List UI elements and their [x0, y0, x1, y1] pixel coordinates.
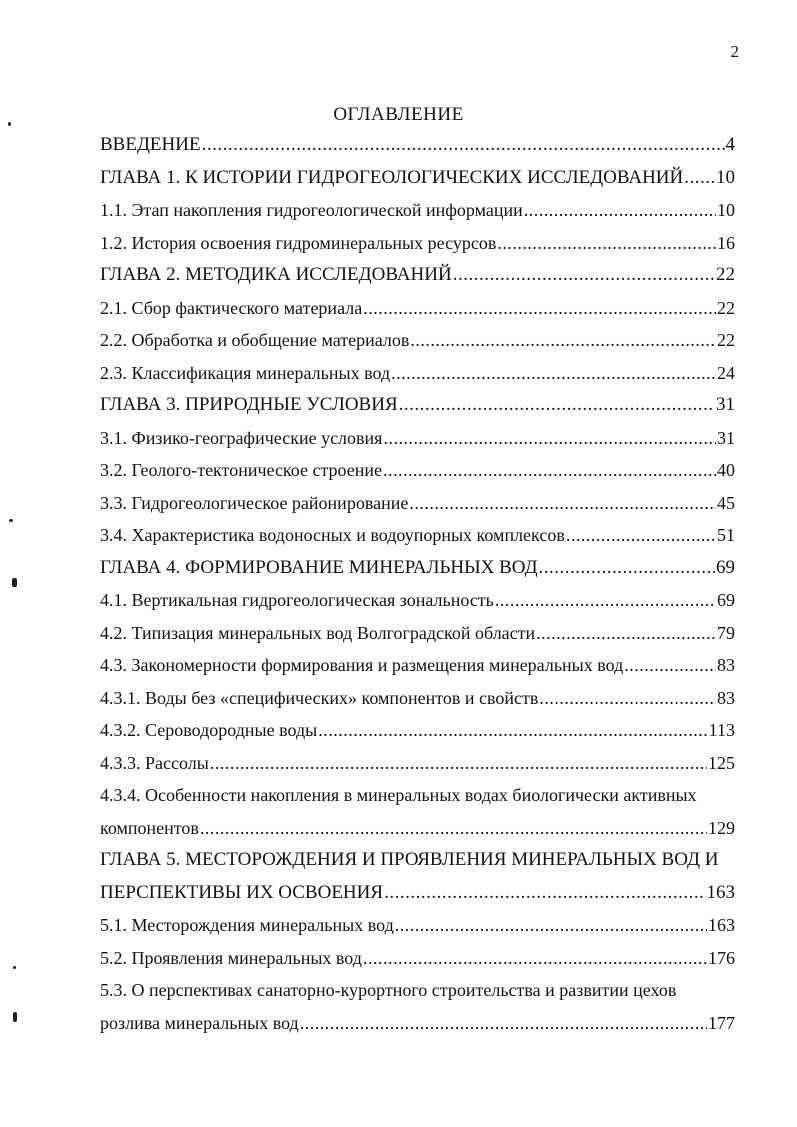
toc-entry-page: 22 [716, 264, 735, 285]
toc-dot-leader [363, 947, 707, 969]
toc-entry-page: 125 [708, 752, 735, 773]
toc-entry-line [100, 459, 735, 492]
toc-dot-leader [383, 459, 716, 481]
toc-entry-first-line: 5.3. О перспективах санаторно-курортного строительства и развитии цехов [100, 980, 677, 1000]
toc-entry [100, 134, 735, 167]
toc-entry-title: 1.2. История освоения гидроминеральных ресурсов [100, 232, 497, 253]
toc-entry [100, 167, 735, 200]
toc-entry-title: 5.1. Месторождения минеральных вод [100, 915, 394, 935]
toc-entry-title: 3.2. Геолого-тектоническое строение [100, 460, 383, 480]
toc-entry-line [100, 557, 735, 590]
toc-entry-page: 163 [706, 881, 735, 903]
toc-entry-title: ГЛАВА 4. ФОРМИРОВАНИЕ МИНЕРАЛЬНЫХ ВОД [100, 556, 538, 578]
toc-dot-leader [200, 817, 707, 839]
toc-entry-line [100, 297, 735, 330]
toc-entry [100, 394, 735, 427]
toc-entry-page: 16 [717, 232, 735, 253]
toc-dot-leader [210, 752, 707, 774]
toc-entry [100, 622, 735, 655]
toc-entry-line [100, 427, 735, 460]
toc-entry [100, 784, 735, 849]
toc-entry-page: 40 [717, 460, 735, 480]
toc-entry [100, 589, 735, 622]
toc-entry [100, 687, 735, 720]
toc-entry [100, 557, 735, 590]
toc-entry-title: 5.2. Проявления минеральных вод [100, 947, 362, 968]
toc-entry-page: 176 [708, 947, 735, 968]
toc-entry-line [100, 264, 735, 297]
toc-entry-title: 1.1. Этап накопления гидрогеологической информации [100, 200, 523, 220]
toc-entry-page: 10 [716, 166, 735, 188]
toc-entry-page: 177 [708, 1012, 735, 1033]
page-number: 2 [730, 42, 739, 61]
toc-entry-page: 51 [717, 525, 735, 545]
toc-entry [100, 947, 735, 980]
toc-dot-leader [566, 524, 716, 546]
scan-mark [8, 122, 11, 126]
toc-entry-page: 4 [725, 134, 735, 155]
toc-entry-page: 69 [716, 556, 735, 578]
toc-entry-line [100, 817, 735, 850]
toc-entry [100, 654, 735, 687]
toc-dot-leader [202, 134, 725, 156]
scan-mark [13, 1012, 17, 1022]
toc-entry [100, 199, 735, 232]
toc-entry-line [100, 199, 735, 232]
toc-entry-title: 4.3.2. Сероводородные воды [100, 720, 318, 740]
toc-dot-leader [497, 232, 716, 254]
toc-entry [100, 362, 735, 395]
scan-mark [9, 519, 13, 522]
scan-mark [13, 966, 16, 969]
toc-entry-page: 79 [717, 622, 735, 643]
toc-entry-page: 129 [708, 817, 735, 838]
toc-entry-title: 4.3. Закономерности формирования и размещения минеральных вод [100, 655, 624, 675]
toc-entry [100, 524, 735, 557]
toc-dot-leader [384, 882, 705, 904]
toc-entry-line [100, 1012, 735, 1045]
toc-dot-leader [495, 589, 716, 611]
toc-entry [100, 752, 735, 785]
toc-entry-page: 10 [717, 200, 735, 220]
toc-entry-line [100, 752, 735, 785]
toc-entry-first-line: ГЛАВА 5. МЕСТОРОЖДЕНИЯ И ПРОЯВЛЕНИЯ МИНЕРАЛЬНЫХ ВОД И [100, 849, 719, 870]
toc-title: ОГЛАВЛЕНИЕ [333, 104, 464, 125]
toc-dot-leader [539, 557, 715, 579]
toc-entry-line [100, 167, 735, 200]
toc-entry-line [100, 914, 735, 947]
toc-entry [100, 719, 735, 752]
toc-dot-leader [410, 329, 716, 351]
table-of-contents [100, 134, 735, 1044]
toc-dot-leader [318, 719, 707, 741]
toc-entry [100, 459, 735, 492]
toc-entry-line [100, 492, 735, 525]
toc-entry-line [100, 882, 735, 915]
toc-entry-line [100, 589, 735, 622]
toc-entry-line [100, 947, 735, 980]
toc-entry-title: ГЛАВА 3. ПРИРОДНЫЕ УСЛОВИЯ [100, 394, 398, 415]
toc-dot-leader [539, 687, 716, 709]
toc-entry-page: 31 [717, 427, 735, 448]
toc-dot-leader [524, 199, 716, 221]
toc-dot-leader [300, 1012, 707, 1034]
toc-entry-page: 83 [717, 655, 735, 675]
toc-entry-line [100, 622, 735, 655]
toc-entry-title: 2.2. Обработка и обобщение материалов [100, 330, 410, 350]
toc-entry-line [100, 654, 735, 687]
toc-entry-line [100, 329, 735, 362]
toc-entry-title: 4.3.1. Воды без «специфических» компонентов и свойств [100, 687, 539, 708]
toc-entry-line [100, 394, 735, 427]
toc-entry-page: 22 [717, 330, 735, 350]
toc-dot-leader [684, 167, 715, 189]
toc-dot-leader [453, 264, 715, 286]
toc-entry-line [100, 232, 735, 265]
toc-entry-title: компонентов [100, 817, 199, 838]
scan-mark [12, 578, 17, 587]
toc-entry [100, 914, 735, 947]
toc-entry [100, 329, 735, 362]
toc-entry [100, 297, 735, 330]
toc-entry-first-line: 4.3.4. Особенности накопления в минеральных водах биологически активных [100, 785, 697, 805]
toc-entry-title: ГЛАВА 1. К ИСТОРИИ ГИДРОГЕОЛОГИЧЕСКИХ ИССЛЕДОВАНИЙ [100, 166, 684, 188]
toc-dot-leader [363, 297, 716, 319]
toc-dot-leader [409, 492, 716, 514]
toc-entry-line [100, 362, 735, 395]
toc-entry-title: 4.1. Вертикальная гидрогеологическая зональность [100, 590, 494, 610]
toc-entry-line [100, 134, 735, 167]
toc-entry-page: 22 [717, 297, 735, 318]
toc-entry [100, 264, 735, 297]
toc-entry-page: 24 [717, 362, 735, 383]
toc-entry-page: 45 [717, 492, 735, 513]
toc-entry-title: 4.3.3. Рассолы [100, 752, 209, 773]
toc-dot-leader [624, 654, 716, 676]
toc-entry-line [100, 524, 735, 557]
toc-entry-page: 83 [717, 687, 735, 708]
toc-dot-leader [399, 394, 715, 416]
toc-entry-title: ПЕРСПЕКТИВЫ ИХ ОСВОЕНИЯ [100, 881, 384, 903]
toc-entry-title: 2.1. Сбор фактического материала [100, 297, 363, 318]
toc-entry [100, 849, 735, 914]
toc-entry-title: 3.3. Гидрогеологическое районирование [100, 492, 409, 513]
toc-entry-line [100, 719, 735, 752]
toc-entry-title: ГЛАВА 2. МЕТОДИКА ИССЛЕДОВАНИЙ [100, 264, 452, 285]
toc-entry [100, 232, 735, 265]
toc-entry-title: 2.3. Классификация минеральных вод [100, 362, 391, 383]
toc-entry-title: 3.1. Физико-географические условия [100, 427, 383, 448]
toc-dot-leader [536, 622, 716, 644]
toc-entry-title: ВВЕДЕНИЕ [100, 134, 201, 155]
toc-entry-title: 4.2. Типизация минеральных вод Волгоградской области [100, 622, 536, 643]
toc-dot-leader [383, 427, 716, 449]
toc-dot-leader [391, 362, 716, 384]
toc-entry-page: 31 [716, 394, 735, 415]
toc-entry-page: 113 [708, 720, 735, 740]
toc-entry-line [100, 687, 735, 720]
toc-dot-leader [395, 914, 707, 936]
toc-entry [100, 979, 735, 1044]
toc-entry-title: розлива минеральных вод [100, 1012, 299, 1033]
toc-entry [100, 492, 735, 525]
toc-entry [100, 427, 735, 460]
toc-entry-page: 163 [708, 915, 735, 935]
toc-entry-page: 69 [717, 590, 735, 610]
toc-entry-title: 3.4. Характеристика водоносных и водоупорных комплексов [100, 525, 565, 545]
